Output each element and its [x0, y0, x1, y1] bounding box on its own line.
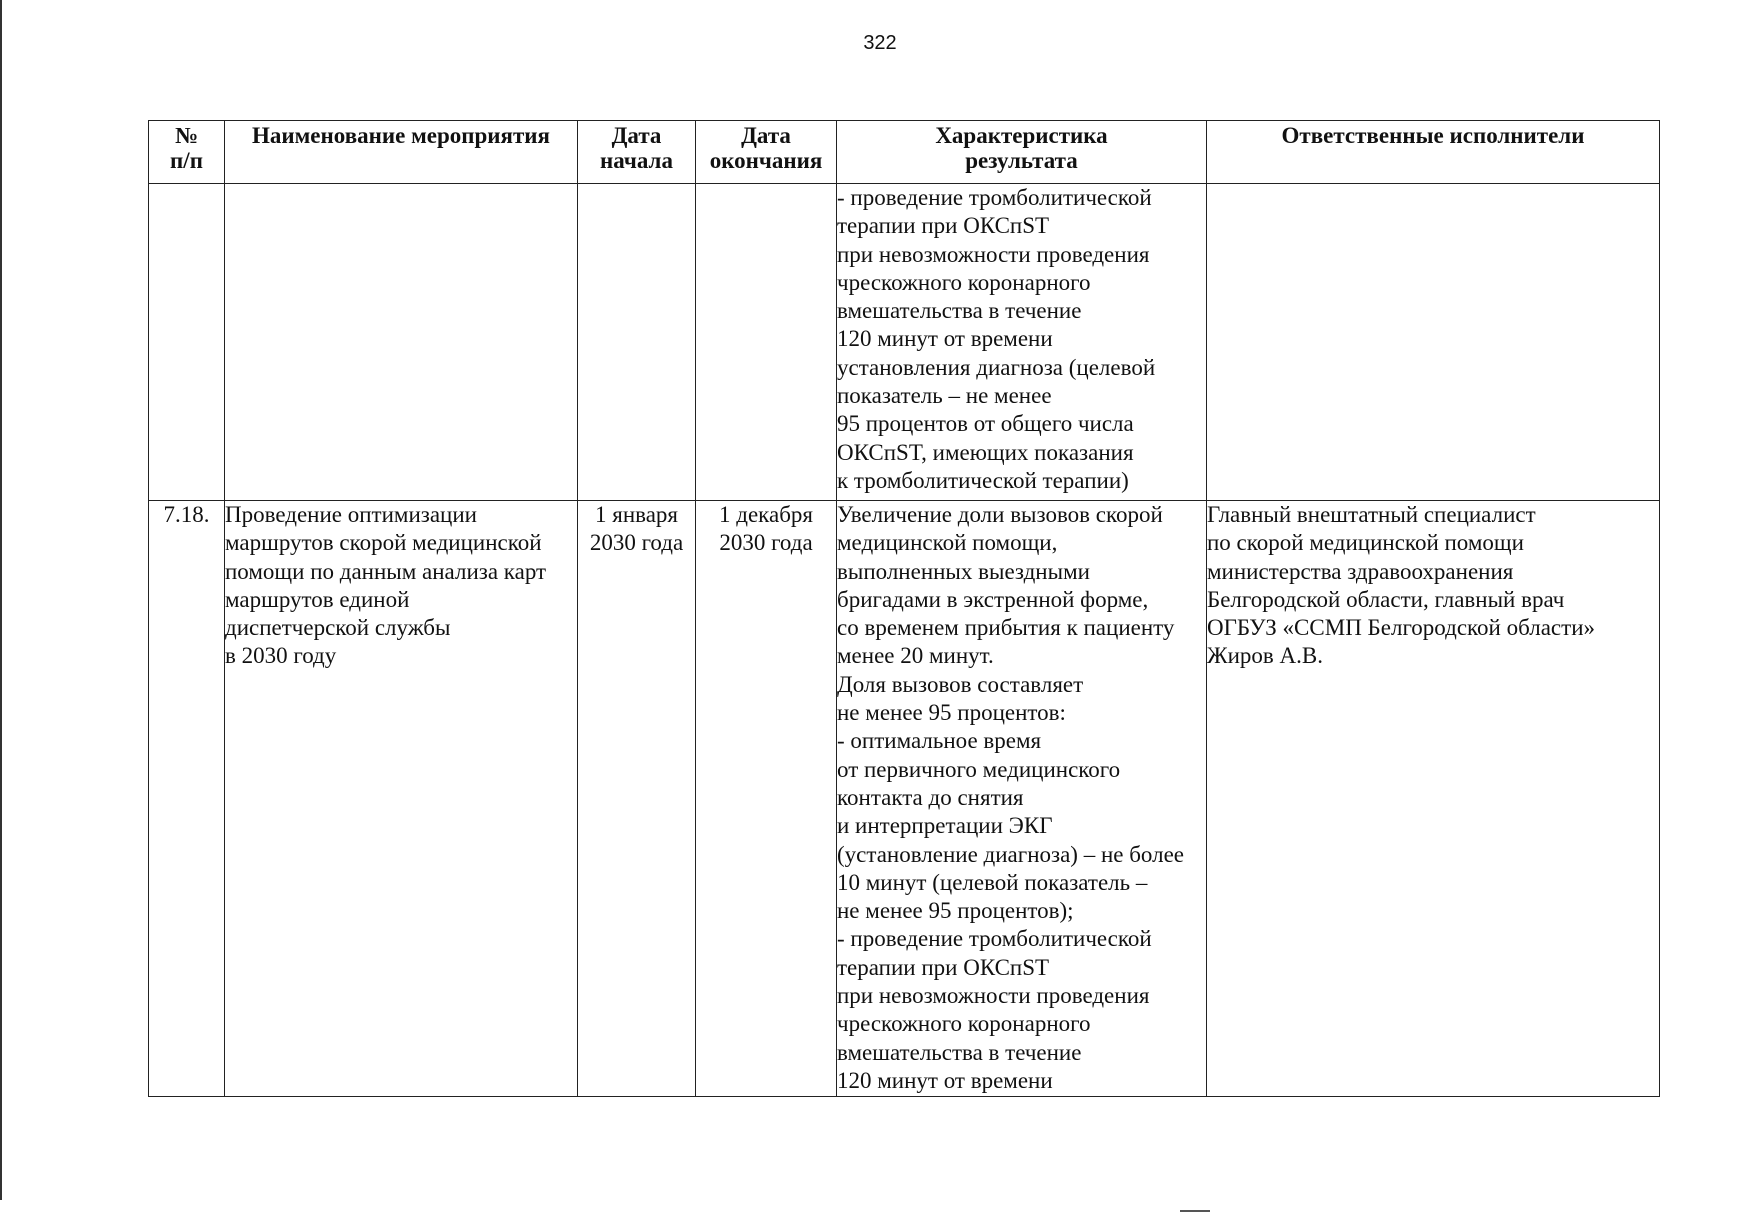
result-line: терапии при ОКСпST [837, 954, 1050, 980]
result-line: не менее 95 процентов); [837, 898, 1074, 924]
cell-responsible [1207, 184, 1660, 501]
name-line: в 2030 году [225, 643, 337, 669]
header-end-date: Дата окончания [696, 121, 837, 184]
result-line: бригадами в экстренной форме, [837, 586, 1149, 612]
cell-num: 7.18. [149, 501, 225, 1097]
result-line: чрескожного коронарного [837, 269, 1091, 295]
header-start-date: Дата начала [578, 121, 696, 184]
result-line: терапии при ОКСпST [837, 213, 1050, 239]
result-line: вмешательства в течение [837, 1039, 1082, 1065]
header-responsible: Ответственные исполнители [1207, 121, 1660, 184]
result-line: от первичного медицинского [837, 756, 1121, 782]
cell-result [837, 501, 1207, 1097]
name-line: помощи по данным анализа карт [225, 558, 547, 584]
result-line: Увеличение доли вызовов скорой [837, 502, 1163, 527]
footer-rule [1180, 1210, 1210, 1212]
result-line: 120 минут от времени [837, 1067, 1053, 1093]
measures-table [148, 120, 1660, 1097]
result-line: - проведение тромболитической [837, 185, 1152, 210]
cell-responsible [1207, 501, 1660, 1097]
cell-num [149, 184, 225, 501]
result-line: менее 20 минут. [837, 643, 994, 669]
name-line: диспетчерской службы [225, 615, 451, 641]
responsible-line: Главный внештатный специалист [1207, 502, 1536, 527]
responsible-line: Жиров А.В. [1207, 643, 1323, 669]
table-row [149, 501, 1660, 1097]
header-result: Характеристика результата [837, 121, 1207, 184]
result-line: (установление диагноза) – не более [837, 841, 1185, 867]
cell-name [225, 184, 578, 501]
result-line: не менее 95 процентов: [837, 700, 1066, 726]
result-line: - проведение тромболитической [837, 926, 1152, 952]
result-line: установления диагноза (целевой [837, 354, 1156, 380]
result-line: к тромболитической терапии) [837, 467, 1129, 493]
result-line: со временем прибытия к пациенту [837, 615, 1175, 641]
result-line: контакта до снятия [837, 784, 1024, 810]
header-name: Наименование мероприятия [225, 121, 578, 184]
page-number: 322 [863, 32, 897, 54]
responsible-line: министерства здравоохранения [1207, 558, 1514, 584]
result-line: выполненных выездными [837, 558, 1090, 584]
table-header-row [149, 121, 1660, 184]
name-line: Проведение оптимизации [225, 502, 477, 527]
result-line: при невозможности проведения [837, 983, 1150, 1009]
cell-name [225, 501, 578, 1097]
result-line: 120 минут от времени [837, 326, 1053, 352]
result-line: - оптимальное время [837, 728, 1042, 754]
cell-result [837, 184, 1207, 501]
result-line: показатель – не менее [837, 383, 1052, 409]
responsible-line: по скорой медицинской помощи [1207, 530, 1524, 556]
result-line: Доля вызовов составляет [837, 671, 1084, 697]
result-line: 95 процентов от общего числа [837, 411, 1134, 437]
result-line: медицинской помощи, [837, 530, 1058, 556]
result-line: вмешательства в течение [837, 298, 1082, 324]
result-line: и интерпретации ЭКГ [837, 813, 1053, 839]
result-line: чрескожного коронарного [837, 1011, 1091, 1037]
result-line: ОКСпST, имеющих показания [837, 439, 1134, 465]
header-num: № п/п [149, 121, 225, 184]
result-line: при невозможности проведения [837, 241, 1150, 267]
table-row [149, 184, 1660, 501]
cell-end-date: 1 декабря 2030 года [696, 501, 837, 1097]
scan-left-edge [0, 0, 2, 1200]
responsible-line: Белгородской области, главный врач [1207, 586, 1565, 612]
cell-end-date [696, 184, 837, 501]
name-line: маршрутов единой [225, 586, 410, 612]
result-line: 10 минут (целевой показатель – [837, 869, 1148, 895]
name-line: маршрутов скорой медицинской [225, 530, 542, 556]
cell-start-date [578, 184, 696, 501]
cell-start-date: 1 января 2030 года [578, 501, 696, 1097]
responsible-line: ОГБУЗ «ССМП Белгородской области» [1207, 615, 1596, 641]
